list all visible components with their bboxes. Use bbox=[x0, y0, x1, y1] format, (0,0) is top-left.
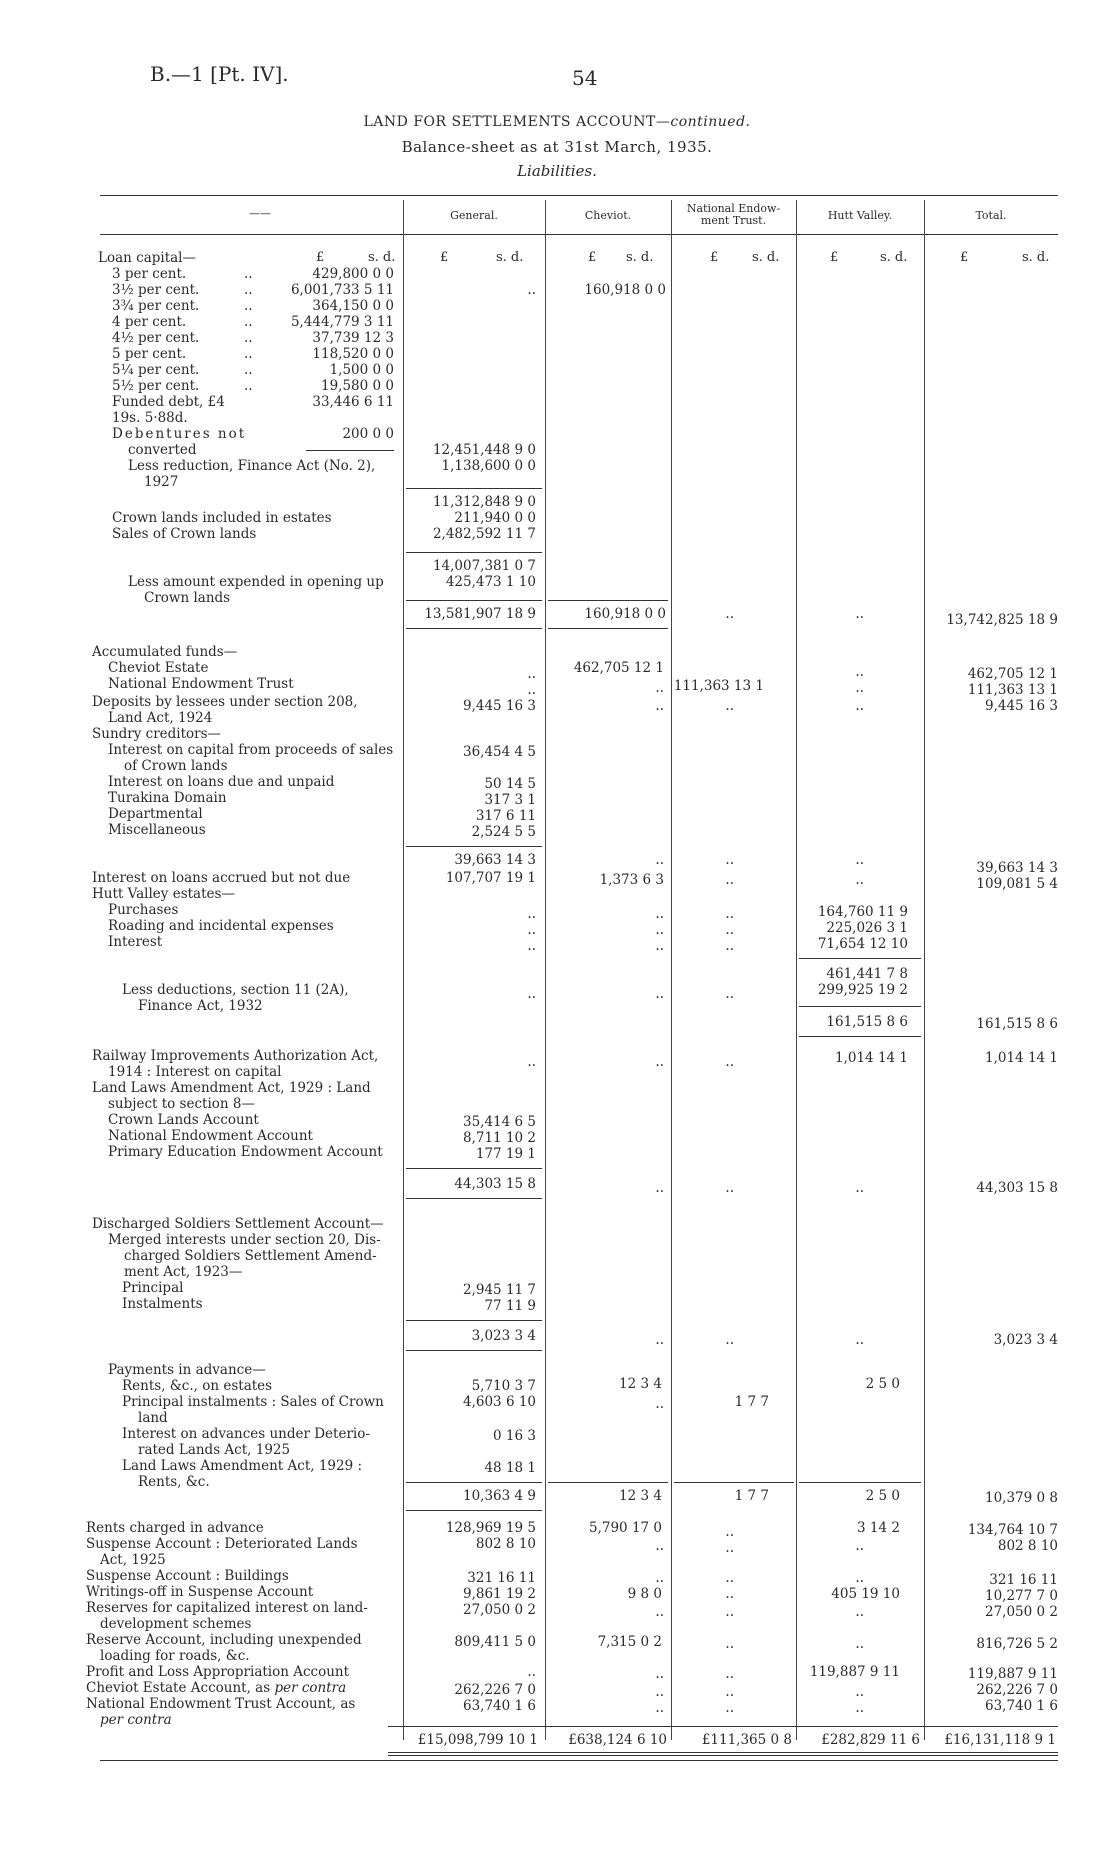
grand-total-rule bbox=[388, 1726, 1058, 1727]
row-label: Sundry creditors— bbox=[92, 726, 222, 742]
general-value: 5,710 3 7 bbox=[471, 1378, 536, 1394]
col-head-national: National Endow- ment Trust. bbox=[686, 202, 781, 227]
loan-rate-value: 1,500 0 0 bbox=[329, 362, 394, 378]
row-label: Turakina Domain bbox=[108, 790, 227, 806]
cheviot-dots: .. bbox=[655, 1180, 664, 1196]
col-head-cheviot: Cheviot. bbox=[584, 209, 632, 222]
hutt-value: 161,515 8 6 bbox=[826, 1014, 908, 1030]
column-rule bbox=[924, 200, 925, 1740]
general-value: 809,411 5 0 bbox=[454, 1634, 536, 1650]
general-value: 8,711 10 2 bbox=[463, 1130, 536, 1146]
national-value: 111,363 13 1 bbox=[673, 678, 764, 694]
row-label: Profit and Loss Appropriation Account bbox=[86, 1664, 350, 1680]
row-label: 19s. 5·88d. bbox=[112, 410, 188, 426]
row-label: charged Soldiers Settlement Amend- bbox=[124, 1248, 377, 1264]
loan-rate-value: 429,800 0 0 bbox=[312, 266, 394, 282]
general-value: 317 6 11 bbox=[475, 808, 536, 824]
general-dots: .. bbox=[527, 282, 536, 298]
row-label: Payments in advance— bbox=[108, 1362, 266, 1378]
cheviot-dots: .. bbox=[655, 1684, 664, 1700]
row-label: Departmental bbox=[108, 806, 203, 822]
row-label: land bbox=[138, 1410, 168, 1426]
hutt-value: 299,925 19 2 bbox=[817, 982, 908, 998]
table-top-rule bbox=[100, 195, 1058, 196]
page-number: 54 bbox=[572, 66, 598, 90]
general-value: 10,363 4 9 bbox=[463, 1488, 536, 1504]
subtotal-rule bbox=[406, 552, 542, 553]
leader-dots: .. bbox=[244, 362, 253, 378]
hutt-dots: .. bbox=[855, 680, 864, 696]
national-value: 1 7 7 bbox=[734, 1488, 769, 1504]
row-label: Interest on capital from proceeds of sales bbox=[108, 742, 394, 758]
total-value: 816,726 5 2 bbox=[976, 1636, 1058, 1652]
grand-total-double-rule bbox=[388, 1755, 1058, 1756]
row-label: Roading and incidental expenses bbox=[108, 918, 334, 934]
general-value: 35,414 6 5 bbox=[463, 1114, 536, 1130]
subtotal-rule bbox=[406, 846, 542, 847]
general-value: 9,445 16 3 bbox=[463, 698, 536, 714]
cheviot-dots: .. bbox=[655, 698, 664, 714]
cheviot-dots: .. bbox=[655, 1666, 664, 1682]
general-value: 13,581,907 18 9 bbox=[424, 606, 536, 622]
loan-rate-value: 19,580 0 0 bbox=[321, 378, 394, 394]
national-dots: .. bbox=[725, 938, 734, 954]
leader-dots: .. bbox=[244, 314, 253, 330]
hutt-dots: .. bbox=[855, 1684, 864, 1700]
row-label: Land Laws Amendment Act, 1929 : Land bbox=[92, 1080, 371, 1096]
general-value: 9,861 19 2 bbox=[463, 1586, 536, 1602]
loan-rate-label: 4½ per cent. bbox=[112, 330, 200, 346]
subtotal-rule bbox=[406, 628, 542, 629]
national-dots: .. bbox=[725, 986, 734, 1002]
row-label: Act, 1925 bbox=[100, 1552, 166, 1568]
general-value: 12,451,448 9 0 bbox=[432, 442, 536, 458]
row-label: Principal bbox=[122, 1280, 184, 1296]
subtotal-rule bbox=[406, 1482, 542, 1483]
cheviot-value: 7,315 0 2 bbox=[597, 1634, 662, 1650]
hutt-value: 71,654 12 10 bbox=[817, 936, 908, 952]
general-value: 128,969 19 5 bbox=[445, 1520, 536, 1536]
loan-rate-value: 6,001,733 5 11 bbox=[290, 282, 394, 298]
cheviot-value: 9 8 0 bbox=[627, 1586, 662, 1602]
subtotal-rule bbox=[548, 1482, 668, 1483]
hutt-value: 164,760 11 9 bbox=[817, 904, 908, 920]
row-label: National Endowment Trust Account, as bbox=[86, 1696, 356, 1712]
general-value: 0 16 3 bbox=[493, 1428, 536, 1444]
total-value: 262,226 7 0 bbox=[976, 1682, 1058, 1698]
row-label: Rents, &c., on estates bbox=[122, 1378, 273, 1394]
row-label: Primary Education Endowment Account bbox=[108, 1144, 383, 1160]
general-value: 4,603 6 10 bbox=[463, 1394, 536, 1410]
loan-rate-label: 5½ per cent. bbox=[112, 378, 200, 394]
leader-dots: .. bbox=[244, 298, 253, 314]
loan-debenture-value: 200 0 0 bbox=[342, 426, 394, 442]
total-value: 10,277 7 0 bbox=[985, 1588, 1058, 1604]
subtotal-rule bbox=[406, 488, 542, 489]
page-reference: B.—1 [Pt. IV]. bbox=[150, 62, 289, 86]
loan-funded-value: 33,446 6 11 bbox=[312, 394, 394, 410]
general-value: 27,050 0 2 bbox=[463, 1602, 536, 1618]
hutt-value: 405 19 10 bbox=[831, 1586, 900, 1602]
total-value: 10,379 0 8 bbox=[985, 1490, 1058, 1506]
hutt-dots: .. bbox=[855, 872, 864, 888]
unit-pound: £ bbox=[830, 250, 839, 265]
cheviot-value: 160,918 0 0 bbox=[584, 282, 666, 298]
row-label: Rents, &c. bbox=[138, 1474, 210, 1490]
row-label: Railway Improvements Authorization Act, bbox=[92, 1048, 379, 1064]
row-label: Instalments bbox=[122, 1296, 203, 1312]
row-label: Interest on advances under Deterio- bbox=[122, 1426, 370, 1442]
column-rule bbox=[545, 200, 546, 1740]
national-dots: .. bbox=[725, 1332, 734, 1348]
loan-rate-label: 4 per cent. bbox=[112, 314, 187, 330]
column-rule bbox=[796, 200, 797, 1740]
row-label: Discharged Soldiers Settlement Account— bbox=[92, 1216, 384, 1232]
col-head-blank: —— bbox=[249, 207, 271, 220]
national-dots: .. bbox=[725, 1586, 734, 1602]
col-head-total: Total. bbox=[975, 209, 1007, 222]
subtotal-rule bbox=[406, 1168, 542, 1169]
total-value: 802 8 10 bbox=[997, 1538, 1058, 1554]
unit-sd: s. d. bbox=[880, 250, 908, 265]
general-value: 14,007,381 0 7 bbox=[432, 558, 536, 574]
general-value: 425,473 1 10 bbox=[445, 574, 536, 590]
cheviot-value: 462,705 12 1 bbox=[573, 660, 664, 676]
loan-rate-value: 364,150 0 0 bbox=[312, 298, 394, 314]
general-value: 211,940 0 0 bbox=[454, 510, 536, 526]
hutt-value: 2 5 0 bbox=[865, 1488, 900, 1504]
total-value: 27,050 0 2 bbox=[985, 1604, 1058, 1620]
cheviot-value: 5,790 17 0 bbox=[589, 1520, 662, 1536]
cheviot-dots: .. bbox=[655, 852, 664, 868]
hutt-dots: .. bbox=[855, 1636, 864, 1652]
subtotal-rule bbox=[406, 1510, 542, 1511]
row-label: 1914 : Interest on capital bbox=[108, 1064, 282, 1080]
cheviot-dots: .. bbox=[655, 1538, 664, 1554]
row-label: Sales of Crown lands bbox=[112, 526, 257, 542]
row-label: Hutt Valley estates— bbox=[92, 886, 235, 902]
loan-rate-label: 5¼ per cent. bbox=[112, 362, 200, 378]
total-value: 63,740 1 6 bbox=[985, 1698, 1058, 1714]
national-dots: .. bbox=[725, 1540, 734, 1556]
row-label: development schemes bbox=[100, 1616, 252, 1632]
row-label: National Endowment Account bbox=[108, 1128, 313, 1144]
national-dots: .. bbox=[725, 1700, 734, 1716]
leader-dots: .. bbox=[244, 330, 253, 346]
row-label: Crown lands bbox=[144, 590, 231, 606]
row-label: Interest on loans accrued but not due bbox=[92, 870, 351, 886]
general-dots: .. bbox=[527, 906, 536, 922]
total-value: 462,705 12 1 bbox=[967, 666, 1058, 682]
total-value: 111,363 13 1 bbox=[967, 682, 1058, 698]
subtotal-rule bbox=[306, 450, 394, 451]
cheviot-dots: .. bbox=[655, 986, 664, 1002]
row-label: Writings-off in Suspense Account bbox=[86, 1584, 314, 1600]
col-head-hutt: Hutt Valley. bbox=[827, 209, 893, 222]
hutt-value: 461,441 7 8 bbox=[826, 966, 908, 982]
total-value: 109,081 5 4 bbox=[976, 876, 1058, 892]
cheviot-dots: .. bbox=[655, 1332, 664, 1348]
general-value: 1,138,600 0 0 bbox=[441, 458, 536, 474]
national-dots: .. bbox=[725, 872, 734, 888]
leader-dots: .. bbox=[244, 378, 253, 394]
leader-dots: .. bbox=[244, 282, 253, 298]
row-label: Deposits by lessees under section 208, bbox=[92, 694, 358, 710]
total-value: 13,742,825 18 9 bbox=[946, 612, 1058, 628]
hutt-dots: .. bbox=[855, 664, 864, 680]
row-label: Less amount expended in opening up bbox=[128, 574, 384, 590]
cheviot-dots: .. bbox=[655, 1396, 664, 1412]
national-dots: .. bbox=[725, 1180, 734, 1196]
national-value: 1 7 7 bbox=[734, 1394, 769, 1410]
total-value: 3,023 3 4 bbox=[993, 1332, 1058, 1348]
row-label: Accumulated funds— bbox=[92, 644, 238, 660]
hutt-value: 119,887 9 11 bbox=[809, 1664, 900, 1680]
row-label: converted bbox=[128, 442, 197, 458]
grand-total-cheviot: £638,124 6 10 bbox=[568, 1732, 667, 1748]
general-dots: .. bbox=[527, 986, 536, 1002]
hutt-dots: .. bbox=[855, 1570, 864, 1586]
national-dots: .. bbox=[725, 1666, 734, 1682]
cheviot-dots: .. bbox=[655, 680, 664, 696]
subtotal-rule bbox=[406, 1350, 542, 1351]
general-value: 11,312,848 9 0 bbox=[432, 494, 536, 510]
general-value: 107,707 19 1 bbox=[445, 870, 536, 886]
row-label: Finance Act, 1932 bbox=[138, 998, 263, 1014]
row-label: Reserve Account, including unexpended bbox=[86, 1632, 362, 1648]
row-label: Loan capital— bbox=[98, 250, 196, 266]
row-label: Purchases bbox=[108, 902, 179, 918]
subtotal-rule bbox=[799, 958, 921, 959]
national-dots: .. bbox=[725, 698, 734, 714]
unit-sd: s. d. bbox=[626, 250, 654, 265]
table-bottom-rule bbox=[100, 1760, 1058, 1761]
national-dots: .. bbox=[725, 906, 734, 922]
row-label: 1927 bbox=[144, 474, 179, 490]
row-label: Miscellaneous bbox=[108, 822, 206, 838]
cheviot-dots: .. bbox=[655, 1604, 664, 1620]
leader-dots: .. bbox=[244, 266, 253, 282]
subtotal-rule bbox=[799, 1036, 921, 1037]
general-value: 48 18 1 bbox=[484, 1460, 536, 1476]
general-value: 177 19 1 bbox=[475, 1146, 536, 1162]
general-value: 262,226 7 0 bbox=[454, 1682, 536, 1698]
national-dots: .. bbox=[725, 852, 734, 868]
cheviot-dots: .. bbox=[655, 1700, 664, 1716]
general-value: 321 16 11 bbox=[467, 1570, 536, 1586]
general-dots: .. bbox=[527, 666, 536, 682]
general-value: 2,945 11 7 bbox=[463, 1282, 536, 1298]
hutt-dots: .. bbox=[855, 1700, 864, 1716]
loan-rate-label: 3¾ per cent. bbox=[112, 298, 200, 314]
row-label: Rents charged in advance bbox=[86, 1520, 264, 1536]
grand-total: £16,131,118 9 1 bbox=[944, 1732, 1056, 1748]
national-dots: .. bbox=[725, 1570, 734, 1586]
national-dots: .. bbox=[725, 1684, 734, 1700]
row-label: Suspense Account : Deteriorated Lands bbox=[86, 1536, 358, 1552]
loan-rate-label: 3½ per cent. bbox=[112, 282, 200, 298]
total-value: 119,887 9 11 bbox=[967, 1666, 1058, 1682]
loan-rate-label: 5 per cent. bbox=[112, 346, 187, 362]
row-label: Less deductions, section 11 (2A), bbox=[122, 982, 349, 998]
row-label: Land Laws Amendment Act, 1929 : bbox=[122, 1458, 363, 1474]
loan-rate-value: 37,739 12 3 bbox=[312, 330, 394, 346]
row-label: Interest bbox=[108, 934, 163, 950]
hutt-dots: .. bbox=[855, 698, 864, 714]
total-value: 321 16 11 bbox=[989, 1572, 1058, 1588]
subtotal-rule bbox=[406, 600, 542, 601]
general-dots: .. bbox=[527, 938, 536, 954]
national-dots: .. bbox=[725, 1054, 734, 1070]
row-label: ment Act, 1923— bbox=[124, 1264, 243, 1280]
national-dots: .. bbox=[725, 1636, 734, 1652]
grand-total-national: £111,365 0 8 bbox=[701, 1732, 792, 1748]
cheviot-dots: .. bbox=[655, 906, 664, 922]
national-dots: .. bbox=[725, 922, 734, 938]
general-dots: .. bbox=[527, 1664, 536, 1680]
subtotal-rule bbox=[799, 1006, 921, 1007]
general-value: 2,482,592 11 7 bbox=[432, 526, 536, 542]
row-label: Principal instalments : Sales of Crown bbox=[122, 1394, 384, 1410]
cheviot-dots: .. bbox=[655, 1054, 664, 1070]
general-value: 63,740 1 6 bbox=[463, 1698, 536, 1714]
row-label: Funded debt, £4 bbox=[112, 394, 225, 410]
column-rule bbox=[671, 200, 672, 1740]
general-dots: .. bbox=[527, 922, 536, 938]
unit-pound: £ bbox=[588, 250, 597, 265]
row-label: per contra bbox=[100, 1712, 172, 1728]
hutt-dots: .. bbox=[855, 1332, 864, 1348]
total-value: 1,014 14 1 bbox=[985, 1050, 1058, 1066]
national-dots: .. bbox=[725, 606, 734, 622]
hutt-dots: .. bbox=[855, 1604, 864, 1620]
subtotal-rule bbox=[548, 628, 668, 629]
row-label: of Crown lands bbox=[124, 758, 228, 774]
cheviot-value: 160,918 0 0 bbox=[584, 606, 666, 622]
hutt-dots: .. bbox=[855, 606, 864, 622]
total-value: 39,663 14 3 bbox=[976, 860, 1058, 876]
cheviot-dots: .. bbox=[655, 1570, 664, 1586]
col-head-general: General. bbox=[450, 209, 498, 222]
grand-total-double-rule bbox=[388, 1752, 1058, 1753]
loan-rate-value: 5,444,779 3 11 bbox=[290, 314, 394, 330]
document-title: LAND FOR SETTLEMENTS ACCOUNT—continued. bbox=[363, 114, 751, 130]
cheviot-dots: .. bbox=[655, 938, 664, 954]
subtotal-rule bbox=[406, 1198, 542, 1199]
unit-pound: £ bbox=[316, 250, 325, 265]
column-rule bbox=[403, 200, 404, 1740]
cheviot-value: 12 3 4 bbox=[619, 1376, 662, 1392]
hutt-dots: .. bbox=[855, 852, 864, 868]
national-dots: .. bbox=[725, 1524, 734, 1540]
subtotal-rule bbox=[799, 1482, 921, 1483]
general-value: 39,663 14 3 bbox=[454, 852, 536, 868]
unit-sd: s. d. bbox=[496, 250, 524, 265]
general-value: 50 14 5 bbox=[484, 776, 536, 792]
row-label: Suspense Account : Buildings bbox=[86, 1568, 289, 1584]
unit-pound: £ bbox=[710, 250, 719, 265]
grand-total-general: £15,098,799 10 1 bbox=[417, 1732, 538, 1748]
row-label: Cheviot Estate bbox=[108, 660, 209, 676]
section-heading: Liabilities. bbox=[517, 162, 597, 180]
grand-total-hutt: £282,829 11 6 bbox=[821, 1732, 920, 1748]
general-value: 77 11 9 bbox=[484, 1298, 536, 1314]
cheviot-dots: .. bbox=[655, 922, 664, 938]
general-dots: .. bbox=[527, 1054, 536, 1070]
row-label: Crown Lands Account bbox=[108, 1112, 259, 1128]
hutt-value: 1,014 14 1 bbox=[835, 1050, 908, 1066]
header-bottom-rule bbox=[100, 234, 1058, 235]
row-label: National Endowment Trust bbox=[108, 676, 294, 692]
general-value: 44,303 15 8 bbox=[454, 1176, 536, 1192]
total-value: 134,764 10 7 bbox=[967, 1522, 1058, 1538]
hutt-dots: .. bbox=[855, 1538, 864, 1554]
row-label: rated Lands Act, 1925 bbox=[138, 1442, 291, 1458]
row-label: Merged interests under section 20, Dis- bbox=[108, 1232, 381, 1248]
total-value: 44,303 15 8 bbox=[976, 1180, 1058, 1196]
row-label: subject to section 8— bbox=[108, 1096, 255, 1112]
general-value: 2,524 5 5 bbox=[471, 824, 536, 840]
cheviot-value: 1,373 6 3 bbox=[599, 872, 664, 888]
hutt-dots: .. bbox=[855, 1180, 864, 1196]
leader-dots: .. bbox=[244, 346, 253, 362]
general-value: 317 3 1 bbox=[484, 792, 536, 808]
national-dots: .. bbox=[725, 1604, 734, 1620]
subtotal-rule bbox=[674, 1482, 794, 1483]
document-subtitle: Balance-sheet as at 31st March, 1935. bbox=[401, 138, 713, 156]
unit-sd: s. d. bbox=[1022, 250, 1050, 265]
cheviot-value: 12 3 4 bbox=[619, 1488, 662, 1504]
hutt-value: 225,026 3 1 bbox=[826, 920, 908, 936]
row-label: Cheviot Estate Account, as per contra bbox=[86, 1680, 347, 1696]
hutt-value: 2 5 0 bbox=[865, 1376, 900, 1392]
total-value: 9,445 16 3 bbox=[985, 698, 1058, 714]
row-label: Less reduction, Finance Act (No. 2), bbox=[128, 458, 376, 474]
loan-rate-value: 118,520 0 0 bbox=[312, 346, 394, 362]
general-value: 3,023 3 4 bbox=[471, 1328, 536, 1344]
row-label: Crown lands included in estates bbox=[112, 510, 332, 526]
unit-pound: £ bbox=[960, 250, 969, 265]
hutt-value: 3 14 2 bbox=[857, 1520, 900, 1536]
total-value: 161,515 8 6 bbox=[976, 1016, 1058, 1032]
general-value: 802 8 10 bbox=[475, 1536, 536, 1552]
unit-sd: s. d. bbox=[752, 250, 780, 265]
row-label: loading for roads, &c. bbox=[100, 1648, 250, 1664]
subtotal-rule bbox=[548, 600, 668, 601]
unit-sd: s. d. bbox=[368, 250, 396, 265]
general-value: 36,454 4 5 bbox=[463, 744, 536, 760]
row-label: Debentures not bbox=[112, 426, 247, 442]
unit-pound: £ bbox=[440, 250, 449, 265]
row-label: Land Act, 1924 bbox=[108, 710, 213, 726]
general-dots: .. bbox=[527, 682, 536, 698]
row-label: Reserves for capitalized interest on land- bbox=[86, 1600, 368, 1616]
loan-rate-label: 3 per cent. bbox=[112, 266, 187, 282]
subtotal-rule bbox=[406, 1320, 542, 1321]
row-label: Interest on loans due and unpaid bbox=[108, 774, 335, 790]
